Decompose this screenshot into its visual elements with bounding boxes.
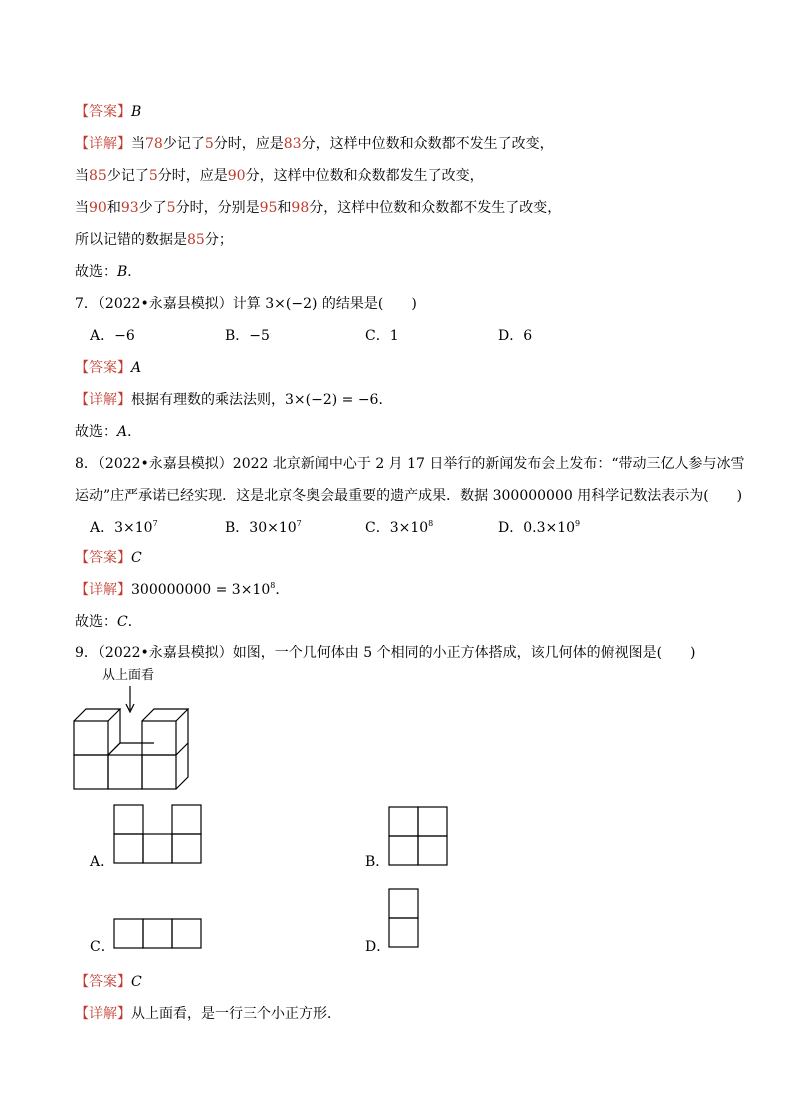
period: ．: [127, 264, 142, 280]
q9-option-c-label: C．: [90, 939, 115, 955]
q9-answer-line: [75, 972, 142, 992]
view-direction-label: 从上面看: [102, 668, 155, 683]
detail-label: 【详解】: [75, 136, 131, 152]
q8-stem-line-1: 8．（2022•永嘉县模拟）2022 北京新闻中心于 2 月 17 日举行的新闻发布会上发布：“带动三亿人参与冰雪: [75, 456, 745, 472]
text: 分时，应是: [157, 168, 228, 184]
answer-label: 【答案】: [75, 360, 131, 376]
cube-side-face-left: [108, 709, 120, 755]
text: 分时，分别是: [175, 200, 260, 216]
choose-label: 故选：: [75, 264, 117, 280]
q9-option-d-figure: [388, 888, 420, 950]
option-exponent: 9: [575, 519, 581, 528]
q7-detail-line: [75, 390, 392, 410]
choose-label: 故选：: [75, 424, 117, 440]
q6-answer-line: [75, 102, 141, 122]
q9-option-a-figure: [113, 804, 203, 864]
text: 少记了: [162, 136, 205, 152]
option-label: B．: [225, 520, 250, 536]
text: 少记了: [106, 168, 149, 184]
choose-label: 故选：: [75, 614, 117, 630]
q9-option-c-figure: [113, 918, 203, 950]
text: 所以记错的数据是: [75, 232, 187, 248]
q8-option-c: [365, 518, 433, 538]
cube-top-face-right: [142, 709, 188, 721]
q9-option-a-label: A．: [90, 854, 115, 870]
q7-option-d: D．6: [498, 328, 533, 344]
choose-value: A: [117, 424, 128, 440]
number: 85: [187, 232, 205, 248]
text: 分；: [204, 232, 233, 248]
q7-option-a: A．−6: [90, 328, 135, 344]
detail-exponent: 8: [270, 581, 276, 590]
period: ．: [275, 582, 290, 598]
answer-label: 【答案】: [75, 974, 131, 990]
cube-front-bottom-left: [74, 755, 108, 789]
q8-option-d: [498, 518, 580, 538]
q6-detail-line-1: [75, 134, 554, 154]
text: 当: [75, 168, 89, 184]
q6-detail-line-3: [75, 198, 561, 218]
option-base: 3×10: [114, 520, 153, 536]
q9-option-d-label: D．: [365, 939, 391, 955]
option-base: 30×10: [249, 520, 297, 536]
answer-label: 【答案】: [75, 550, 131, 566]
cube-front-bottom-middle: [108, 755, 142, 789]
number: 5: [166, 200, 176, 216]
q8-option-b: [225, 518, 302, 538]
detail-text: 根据有理数的乘法法则，3×(−2) = −6．: [131, 392, 393, 408]
detail-text: 从上面看，是一行三个小正方形．: [131, 1006, 341, 1022]
number: 5: [204, 136, 214, 152]
option-base: 0.3×10: [523, 520, 576, 536]
q9-detail-line: [75, 1004, 341, 1024]
q6-choose-line: [75, 262, 141, 282]
number: 98: [291, 200, 310, 216]
cube-top-face-left: [74, 709, 120, 721]
text: 当: [75, 200, 89, 216]
number: 90: [89, 200, 107, 216]
detail-label: 【详解】: [75, 1006, 131, 1022]
period: ．: [127, 614, 142, 630]
q8-option-a: [90, 518, 158, 538]
cube-top-face-middle: [108, 743, 154, 755]
text: 分，这样中位数和众数都不发生了改变，: [301, 136, 554, 152]
detail-label: 【详解】: [75, 582, 131, 598]
text: 分时，应是: [213, 136, 284, 152]
q8-detail-line: [75, 580, 289, 600]
q7-answer-line: [75, 358, 141, 378]
q9-option-b-figure: [388, 806, 450, 868]
detail-label: 【详解】: [75, 392, 131, 408]
number: 85: [89, 168, 107, 184]
q6-detail-line-2: [75, 166, 484, 186]
text: 分，这样中位数和众数都不发生了改变，: [309, 200, 562, 216]
option-exponent: 7: [296, 519, 302, 528]
cube-front-top-left: [74, 721, 108, 755]
option-label: D．: [498, 520, 524, 536]
cube-side-edge: [176, 743, 188, 755]
choose-value: C: [117, 614, 128, 630]
number: 5: [148, 168, 158, 184]
number: 78: [145, 136, 163, 152]
period: ．: [127, 424, 142, 440]
option-base: 3×10: [389, 520, 429, 536]
q7-option-c: C．1: [365, 328, 399, 344]
q7-choose-line: [75, 422, 141, 442]
text: 少了: [138, 200, 167, 216]
text: 和: [277, 200, 292, 216]
q8-answer-line: [75, 548, 142, 568]
cube-front-top-right: [142, 721, 176, 755]
q7-stem: 7．（2022•永嘉县模拟）计算 3×(−2) 的结果是( ): [75, 296, 417, 312]
text: 和: [106, 200, 121, 216]
option-exponent: 8: [428, 519, 434, 528]
q9-stem: 9．（2022•永嘉县模拟）如图，一个几何体由 5 个相同的小正方体搭成，该几何体的俯视图是( ): [75, 645, 696, 661]
q6-detail-line-4: [75, 230, 233, 250]
number: 83: [283, 136, 302, 152]
answer-label: 【答案】: [75, 104, 131, 120]
q7-option-b: B．−5: [225, 328, 270, 344]
choose-value: B: [117, 264, 128, 280]
option-label: C．: [365, 520, 390, 536]
cube-front-bottom-right: [142, 755, 176, 789]
answer-value: B: [131, 104, 142, 120]
text: 分，这样中位数和众数都发生了改变，: [245, 168, 484, 184]
answer-value: C: [131, 550, 142, 566]
text: 当: [131, 136, 145, 152]
option-exponent: 7: [152, 519, 158, 528]
q8-choose-line: [75, 612, 142, 632]
solid-figure: [68, 682, 198, 794]
answer-value: A: [131, 360, 142, 376]
number: 95: [259, 200, 278, 216]
number: 90: [227, 168, 246, 184]
option-label: A．: [90, 520, 115, 536]
q9-option-b-label: B．: [365, 854, 390, 870]
answer-value: C: [131, 974, 142, 990]
q8-stem-line-2: 运动”庄严承诺已经实现．这是北京冬奥会最重要的遗产成果．数据 300000000 用科学记数法表示为( ): [75, 488, 743, 504]
detail-text: 300000000 = 3×10: [131, 582, 271, 598]
number: 93: [120, 200, 139, 216]
